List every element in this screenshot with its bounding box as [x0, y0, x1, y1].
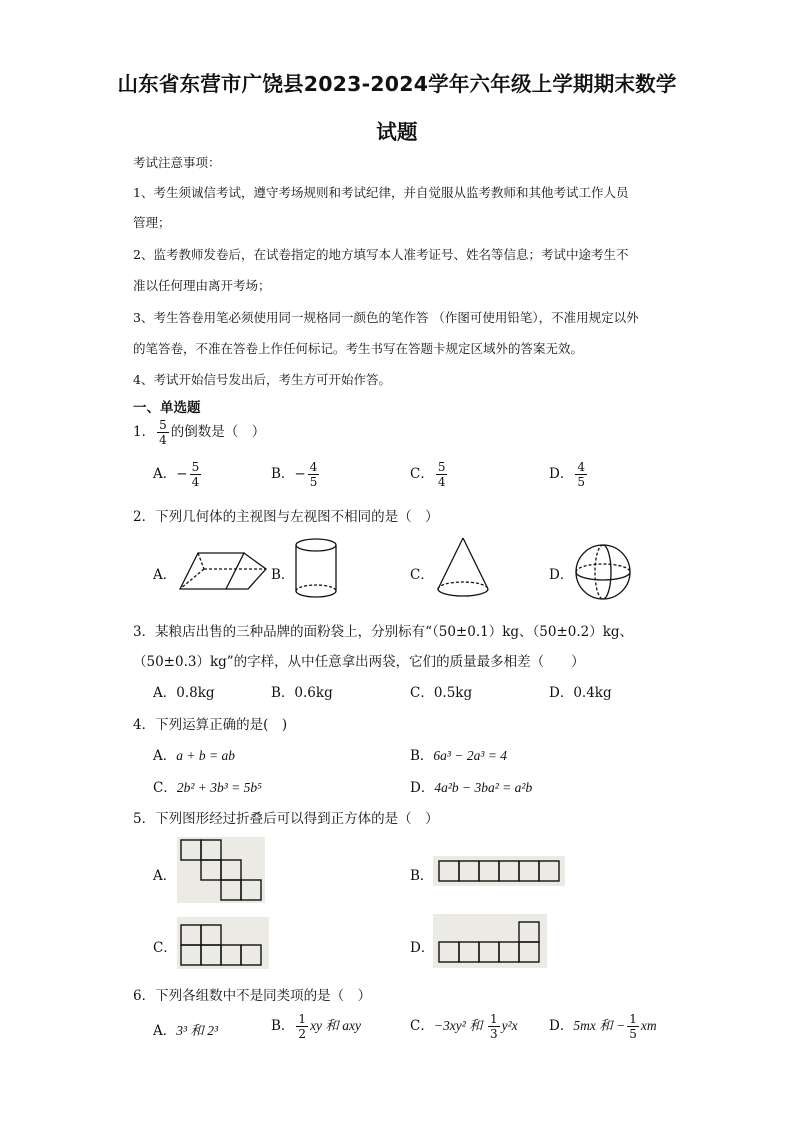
option-d[interactable]: D． $\frac{4}{5}$ [549, 460, 585, 489]
option-c[interactable]: C．−3xy² 和 $\frac{1}{3}$ y²x [410, 1012, 518, 1041]
page-title: 山东省东营市广饶县2023-2024学年六年级上学期期末数学 [117, 72, 677, 96]
option-c[interactable]: C． [153, 940, 177, 956]
notice-heading: 考试注意事项： [133, 155, 221, 170]
sphere-figure [573, 542, 633, 602]
option-d[interactable]: D．5mx 和 − $\frac{1}{5}$ xm [549, 1012, 657, 1041]
option-c[interactable]: C． $\frac{5}{4}$ [410, 460, 446, 489]
notice-line: 2、监考教师发卷后，在试卷指定的地方填写本人准考证号、姓名等信息；考试中途考生不 [133, 247, 629, 262]
question-number: 1． [133, 424, 156, 440]
option-a[interactable]: A． [153, 868, 177, 884]
question-1 [133, 418, 265, 447]
triangular-prism-figure [178, 547, 270, 593]
option-b[interactable]: B．0.6kg [271, 685, 333, 701]
question-3-line2: （50±0.3）kg”的字样，从中任意拿出两袋，它们的质量最多相差（ ） [133, 654, 585, 670]
option-d[interactable]: D． [410, 940, 435, 956]
option-a[interactable]: A．0.8kg [153, 685, 215, 701]
option-b[interactable]: B． $\frac{1}{2}$ xy 和 axy [271, 1012, 362, 1041]
notice-line: 4、考试开始信号发出后，考生方可开始作答。 [133, 372, 391, 387]
option-c[interactable]: C．2b² + 3b³ = 5b⁵ [153, 780, 262, 796]
option-d[interactable]: D．0.4kg [549, 685, 612, 701]
cube-net-c [177, 917, 269, 969]
option-a[interactable]: A．a + b = ab [153, 748, 235, 764]
option-d[interactable]: D． [549, 567, 574, 583]
option-b[interactable]: B．6a³ − 2a³ = 4 [410, 748, 507, 764]
cube-net-b [433, 856, 565, 886]
notice-line: 3、考生答卷用笔必须使用同一规格同一颜色的笔作答 （作图可使用铅笔），不准用规定以外 [133, 310, 639, 325]
option-b[interactable]: B．− $\frac{4}{5}$ [271, 460, 318, 489]
question-stem: 的倒数是（ ） [170, 424, 266, 440]
option-b[interactable]: B． [271, 567, 295, 583]
option-d[interactable]: D．4a²b − 3ba² = a²b [410, 780, 533, 796]
notice-line: 1、考生须诚信考试，遵守考场规则和考试纪律，并自觉服从监考教师和其他考试工作人员 [133, 185, 629, 200]
notice-line: 准以任何理由离开考场； [133, 278, 271, 293]
notice-line: 管理； [133, 215, 171, 230]
option-a[interactable]: A． [153, 567, 177, 583]
option-c[interactable]: C．0.5kg [410, 685, 473, 701]
section-heading: 一、单选题 [133, 400, 201, 416]
question-4-stem: 4．下列运算正确的是( ) [133, 717, 288, 733]
question-6-stem: 6．下列各组数中不是同类项的是（ ） [133, 988, 372, 1004]
option-a[interactable]: A．− $\frac{5}{4}$ [153, 460, 200, 489]
cube-net-a [177, 837, 265, 903]
question-5-stem: 5．下列图形经过折叠后可以得到正方体的是（ ） [133, 811, 439, 827]
cube-net-d [433, 914, 547, 968]
notice-line: 的笔答卷，不准在答卷上作任何标记。考生书写在答题卡规定区域外的答案无效。 [133, 341, 584, 356]
option-b[interactable]: B． [410, 868, 434, 884]
fraction: $\frac{5}{4}$ [159, 418, 167, 447]
option-c[interactable]: C． [410, 567, 434, 583]
question-2-stem: 2．下列几何体的主视图与左视图不相同的是（ ） [133, 509, 439, 525]
page-title-line2: 试题 [376, 120, 418, 144]
cylinder-figure [292, 537, 340, 601]
cone-figure [434, 535, 492, 601]
question-3-line1: 3．某粮店出售的三种品牌的面粉袋上，分别标有“（50±0.1）kg、（50±0.2）kg、 [133, 624, 634, 640]
option-a[interactable]: A．3³ 和 2³ [153, 1023, 219, 1039]
